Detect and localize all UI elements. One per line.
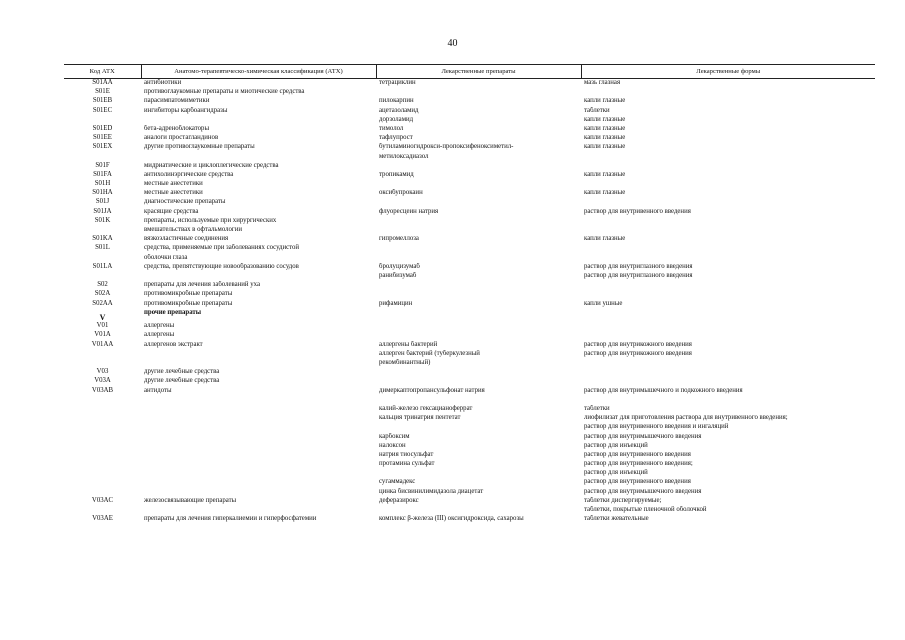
classification-cell bbox=[141, 396, 376, 405]
table-row bbox=[64, 180, 875, 189]
table-row bbox=[64, 254, 875, 263]
drug-cell bbox=[376, 377, 581, 386]
classification-cell: бета-адреноблокаторы bbox=[144, 124, 210, 132]
drug-cell bbox=[376, 423, 581, 432]
table-row bbox=[64, 217, 875, 226]
table-row bbox=[64, 290, 875, 299]
classification-cell bbox=[141, 423, 376, 432]
atx-code-cell: S01E bbox=[95, 88, 110, 96]
form-cell bbox=[581, 217, 875, 226]
drug-cell: гипромеллоза bbox=[379, 235, 419, 243]
drug-cell: аллергены бактерий bbox=[379, 340, 438, 348]
table-row bbox=[64, 162, 875, 171]
atx-code-cell bbox=[64, 488, 141, 497]
form-cell bbox=[581, 254, 875, 263]
table-row bbox=[64, 387, 875, 396]
table-row bbox=[64, 433, 875, 442]
drug-cell bbox=[376, 162, 581, 171]
classification-cell: мидриатические и циклоплегические средства bbox=[144, 161, 279, 169]
form-cell: раствор для внутримышечного введения bbox=[584, 432, 702, 440]
drug-cell: дорзоламид bbox=[379, 115, 414, 123]
table-row bbox=[64, 341, 875, 350]
drug-cell bbox=[376, 281, 581, 290]
classification-cell: местные анестетики bbox=[144, 180, 203, 188]
form-cell bbox=[581, 153, 875, 162]
table-row bbox=[64, 143, 875, 152]
classification-cell bbox=[141, 469, 376, 478]
form-cell bbox=[581, 162, 875, 171]
table-row bbox=[64, 515, 875, 524]
drug-cell: сугаммадекс bbox=[379, 478, 416, 486]
classification-cell: диагностические препараты bbox=[144, 198, 226, 206]
form-cell: раствор для внутривенного введения bbox=[584, 450, 691, 458]
atx-code-cell bbox=[64, 506, 141, 515]
drug-cell: оксибупрокаин bbox=[379, 189, 423, 197]
atx-code-cell: S01JA bbox=[93, 207, 112, 215]
table-row bbox=[64, 506, 875, 515]
table-row bbox=[64, 244, 875, 253]
drug-cell: флуоресцеин натрия bbox=[379, 207, 439, 215]
form-cell bbox=[581, 331, 875, 340]
atx-code-cell: S01J bbox=[95, 198, 110, 206]
atx-code-cell bbox=[64, 478, 141, 487]
drug-cell bbox=[376, 180, 581, 189]
form-cell: таблетки bbox=[584, 106, 610, 114]
atx-code-cell: V01A bbox=[94, 331, 111, 339]
form-cell: капли глазные bbox=[584, 97, 626, 105]
drug-cell: тафлупрост bbox=[379, 134, 413, 142]
atx-code-cell: V03AE bbox=[92, 515, 113, 523]
classification-cell: аналоги простагландинов bbox=[144, 134, 219, 142]
drug-cell: налоксон bbox=[379, 441, 406, 449]
drug-cell bbox=[376, 226, 581, 235]
atx-code-cell bbox=[64, 359, 141, 368]
table-row bbox=[64, 350, 875, 359]
form-cell bbox=[581, 368, 875, 377]
table-row bbox=[64, 208, 875, 217]
atx-code-cell bbox=[64, 414, 141, 423]
atx-code-cell bbox=[64, 469, 141, 478]
classification-cell: железосвязывающие препараты bbox=[144, 496, 237, 504]
table-row bbox=[64, 478, 875, 487]
form-cell: раствор для инъекций bbox=[584, 441, 648, 449]
table-row bbox=[64, 97, 875, 106]
table-row bbox=[64, 469, 875, 478]
form-cell: мазь глазная bbox=[584, 79, 621, 86]
classification-cell: ингибиторы карбоангидразы bbox=[144, 106, 228, 114]
drug-cell: цинка бисвинилимидазола диацетат bbox=[379, 487, 484, 495]
drug-cell bbox=[376, 254, 581, 263]
classification-cell: оболочки глаза bbox=[144, 253, 188, 261]
table-row bbox=[64, 442, 875, 451]
atx-code-cell: S01HA bbox=[92, 189, 113, 197]
atx-code-cell bbox=[64, 423, 141, 432]
classification-cell: местные анестетики bbox=[144, 189, 203, 197]
classification-cell: средства, применяемые при заболеваниях сосудистой bbox=[144, 244, 300, 252]
classification-cell: препараты, используемые при хирургических bbox=[144, 216, 277, 224]
atx-code-cell bbox=[64, 442, 141, 451]
table-row bbox=[64, 189, 875, 198]
classification-cell bbox=[141, 272, 376, 281]
drug-cell: аллерген бактерий (туберкулезный bbox=[379, 349, 480, 357]
form-cell: лиофилизат для приготовления раствора для внутривенного введения; bbox=[584, 414, 788, 422]
drug-cell: ранибизумаб bbox=[379, 271, 417, 279]
drug-cell bbox=[376, 88, 581, 97]
drug-cell: калий-железо гексацианоферрат bbox=[379, 404, 473, 412]
classification-cell bbox=[141, 405, 376, 414]
drug-cell: рифамицин bbox=[379, 299, 413, 307]
form-cell bbox=[581, 226, 875, 235]
table-row bbox=[64, 116, 875, 125]
atx-code-cell bbox=[64, 350, 141, 359]
form-cell bbox=[581, 198, 875, 207]
classification-cell bbox=[141, 350, 376, 359]
table-row bbox=[64, 359, 875, 368]
drug-cell: комплекс β-железа (III) оксигидроксида, сахарозы bbox=[379, 515, 524, 523]
atx-code-cell bbox=[64, 153, 141, 162]
form-cell: раствор для внутримышечного и подкожного введения bbox=[584, 386, 743, 394]
table-row bbox=[64, 79, 875, 89]
atx-code-cell: S01EB bbox=[92, 97, 113, 105]
table-row bbox=[64, 414, 875, 423]
atx-code-cell bbox=[64, 226, 141, 235]
classification-cell bbox=[141, 414, 376, 423]
table-row bbox=[64, 368, 875, 377]
atx-code-cell: V03 bbox=[96, 368, 109, 376]
atx-code-cell: S01EX bbox=[92, 143, 113, 151]
drug-cell bbox=[376, 331, 581, 340]
classification-cell: антибиотики bbox=[144, 79, 182, 86]
atx-code-cell: V03AB bbox=[91, 386, 114, 394]
drug-cell: карбоксим bbox=[379, 432, 410, 440]
atx-code-cell: V03AC bbox=[91, 496, 114, 504]
drug-cell: бутиламиногидрокси-пропоксифеноксиметил- bbox=[379, 143, 514, 151]
table-row bbox=[64, 125, 875, 134]
classification-cell: антидоты bbox=[144, 386, 172, 394]
table-row bbox=[64, 300, 875, 309]
form-cell bbox=[581, 180, 875, 189]
table-row bbox=[64, 377, 875, 386]
atx-code-cell bbox=[64, 433, 141, 442]
atx-code-cell bbox=[64, 451, 141, 460]
form-cell bbox=[581, 377, 875, 386]
drug-cell bbox=[376, 396, 581, 405]
form-cell: капли глазные bbox=[584, 134, 626, 142]
form-cell: раствор для инъекций bbox=[584, 469, 648, 477]
table-body bbox=[64, 79, 875, 525]
form-cell: раствор для внутривенного введения; bbox=[584, 460, 693, 468]
table-row bbox=[64, 198, 875, 207]
classification-cell bbox=[141, 478, 376, 487]
table-row bbox=[64, 396, 875, 405]
form-cell bbox=[581, 359, 875, 368]
form-cell: таблетки жевательные bbox=[584, 515, 649, 523]
drug-cell bbox=[376, 322, 581, 331]
form-cell: капли глазные bbox=[584, 143, 626, 151]
table-row bbox=[64, 107, 875, 116]
drug-cell bbox=[376, 198, 581, 207]
drug-cell bbox=[376, 469, 581, 478]
classification-cell: вязкоэластичные соединения bbox=[144, 235, 229, 243]
drug-cell: кальция тринатрия пентетат bbox=[379, 414, 461, 422]
form-cell bbox=[581, 322, 875, 331]
form-cell bbox=[581, 88, 875, 97]
atx-code-cell: S01K bbox=[94, 216, 111, 224]
atx-code-cell bbox=[64, 405, 141, 414]
drug-cell: тетрациклин bbox=[379, 79, 416, 86]
table-row bbox=[64, 153, 875, 162]
drug-cell: димеркаптопропансульфонат натрия bbox=[379, 386, 485, 394]
classification-cell bbox=[141, 153, 376, 162]
classification-cell: другие противоглаукомные препараты bbox=[144, 143, 255, 151]
form-cell bbox=[581, 281, 875, 290]
atx-code-cell bbox=[64, 254, 141, 263]
atx-code-cell: S01ED bbox=[92, 124, 113, 132]
table-row bbox=[64, 460, 875, 469]
atx-code-cell: S01LA bbox=[92, 262, 113, 270]
form-cell: капли глазные bbox=[584, 189, 626, 197]
classification-cell: прочие препараты bbox=[144, 308, 202, 316]
header-code: Код АТХ bbox=[64, 65, 141, 79]
classification-cell: противомикробные препараты bbox=[144, 290, 233, 298]
header-classification: Анатомо-терапевтическо-химическая классификация (АТХ) bbox=[141, 65, 376, 79]
atx-table bbox=[64, 64, 875, 524]
table-row bbox=[64, 497, 875, 506]
classification-cell bbox=[141, 442, 376, 451]
form-cell: таблетки bbox=[584, 404, 610, 412]
drug-cell: тимолол bbox=[379, 124, 404, 132]
form-cell: капли глазные bbox=[584, 170, 626, 178]
classification-cell: противоглаукомные препараты и миотические средства bbox=[144, 88, 305, 96]
classification-cell: средства, препятствующие новообразованию сосудов bbox=[144, 262, 299, 270]
table-row bbox=[64, 235, 875, 244]
table-row bbox=[64, 309, 875, 323]
form-cell: таблетки, покрытые пленочной оболочкой bbox=[584, 506, 707, 514]
classification-cell: другие лечебные средства bbox=[144, 368, 220, 376]
atx-code-cell: V01 bbox=[96, 322, 109, 330]
drug-cell: рекомбинантный) bbox=[379, 359, 431, 367]
classification-cell: другие лечебные средства bbox=[144, 377, 220, 385]
drug-cell bbox=[376, 290, 581, 299]
form-cell: таблетки диспергируемые; bbox=[584, 496, 662, 504]
drug-cell: метилоксадиазол bbox=[379, 152, 429, 160]
table-row bbox=[64, 322, 875, 331]
form-cell bbox=[581, 309, 875, 323]
atx-code-cell: S01KA bbox=[92, 235, 113, 243]
atx-code-cell: S01EC bbox=[92, 106, 113, 114]
form-cell: раствор для внутривенного введения bbox=[584, 478, 691, 486]
atx-code-cell: S01EE bbox=[93, 134, 112, 142]
drug-cell bbox=[376, 309, 581, 323]
classification-cell: препараты для лечения гиперкалиемии и гиперфосфатемии bbox=[144, 515, 317, 523]
classification-cell: вмешательствах в офтальмологии bbox=[144, 226, 242, 233]
atx-code-cell bbox=[64, 272, 141, 281]
drug-cell bbox=[376, 217, 581, 226]
drug-cell: бролуцизумаб bbox=[379, 262, 420, 270]
atx-code-cell: V03A bbox=[94, 377, 111, 385]
classification-cell: парасимпатомиметики bbox=[144, 97, 210, 105]
atx-code-cell bbox=[64, 396, 141, 405]
table-row bbox=[64, 263, 875, 272]
table-row bbox=[64, 171, 875, 180]
form-cell: раствор для внутримышечного введения bbox=[584, 487, 702, 495]
form-cell: капли ушные bbox=[584, 299, 623, 307]
classification-cell bbox=[141, 116, 376, 125]
classification-cell bbox=[141, 359, 376, 368]
classification-cell: антихолинэргические средства bbox=[144, 170, 234, 178]
drug-cell: натрия тиосульфат bbox=[379, 450, 434, 458]
classification-cell: аллергенов экстракт bbox=[144, 340, 203, 348]
atx-code-cell bbox=[64, 460, 141, 469]
table-row bbox=[64, 281, 875, 290]
atx-code-cell: S02A bbox=[94, 290, 111, 298]
classification-cell bbox=[141, 506, 376, 515]
table-row bbox=[64, 405, 875, 414]
header-drugs: Лекарственные препараты bbox=[376, 65, 581, 79]
atx-code-cell: V01AA bbox=[91, 340, 114, 348]
classification-cell bbox=[141, 460, 376, 469]
atx-code-cell bbox=[64, 116, 141, 125]
form-cell: раствор для внутривенного введения и ингаляций bbox=[584, 423, 729, 431]
classification-cell: препараты для лечения заболеваний уха bbox=[144, 281, 260, 289]
atx-code-cell: S01H bbox=[94, 180, 111, 188]
classification-cell: противомикробные препараты bbox=[144, 299, 233, 307]
page-number: 40 bbox=[447, 38, 458, 49]
atx-code-cell: S01AA bbox=[92, 79, 113, 86]
atx-code-cell: S02 bbox=[97, 281, 108, 289]
drug-cell: ацетазоламид bbox=[379, 106, 419, 114]
header-forms: Лекарственные формы bbox=[581, 65, 875, 79]
drug-cell: тропикамид bbox=[379, 170, 414, 178]
form-cell: раствор для внутриглазного введения bbox=[584, 262, 693, 270]
classification-cell: аллергены bbox=[144, 331, 175, 339]
form-cell: капли глазные bbox=[584, 115, 626, 123]
table-header-row bbox=[64, 65, 875, 79]
atx-code-cell: S01FA bbox=[93, 170, 112, 178]
form-cell: раствор для внутриглазного введения bbox=[584, 271, 693, 279]
drug-cell: деферазирокс bbox=[379, 496, 419, 504]
drug-cell bbox=[376, 506, 581, 515]
table-row bbox=[64, 134, 875, 143]
form-cell: раствор для внутривенного введения bbox=[584, 207, 691, 215]
table-row bbox=[64, 451, 875, 460]
atx-code-cell: S01F bbox=[95, 161, 110, 169]
classification-cell bbox=[141, 433, 376, 442]
table-row bbox=[64, 423, 875, 432]
form-cell: раствор для внутрикожного введения bbox=[584, 349, 692, 357]
table-row bbox=[64, 272, 875, 281]
table-row bbox=[64, 488, 875, 497]
table-row bbox=[64, 331, 875, 340]
atx-code-cell: S01L bbox=[95, 244, 110, 252]
classification-cell: красящие средства bbox=[144, 207, 199, 215]
form-cell: капли глазные bbox=[584, 235, 626, 243]
drug-cell: пилокарпин bbox=[379, 97, 414, 105]
classification-cell bbox=[141, 451, 376, 460]
drug-cell bbox=[376, 244, 581, 253]
table-row bbox=[64, 88, 875, 97]
atx-code-cell: S02AA bbox=[92, 299, 113, 307]
table-row bbox=[64, 226, 875, 235]
form-cell bbox=[581, 396, 875, 405]
atx-code-cell: V bbox=[99, 312, 106, 322]
drug-cell: протамина сульфат bbox=[379, 460, 435, 468]
form-cell bbox=[581, 244, 875, 253]
drug-cell bbox=[376, 368, 581, 377]
form-cell: раствор для внутрикожного введения bbox=[584, 340, 692, 348]
classification-cell bbox=[141, 488, 376, 497]
classification-cell: аллергены bbox=[144, 322, 175, 330]
form-cell bbox=[581, 290, 875, 299]
form-cell: капли глазные bbox=[584, 124, 626, 132]
